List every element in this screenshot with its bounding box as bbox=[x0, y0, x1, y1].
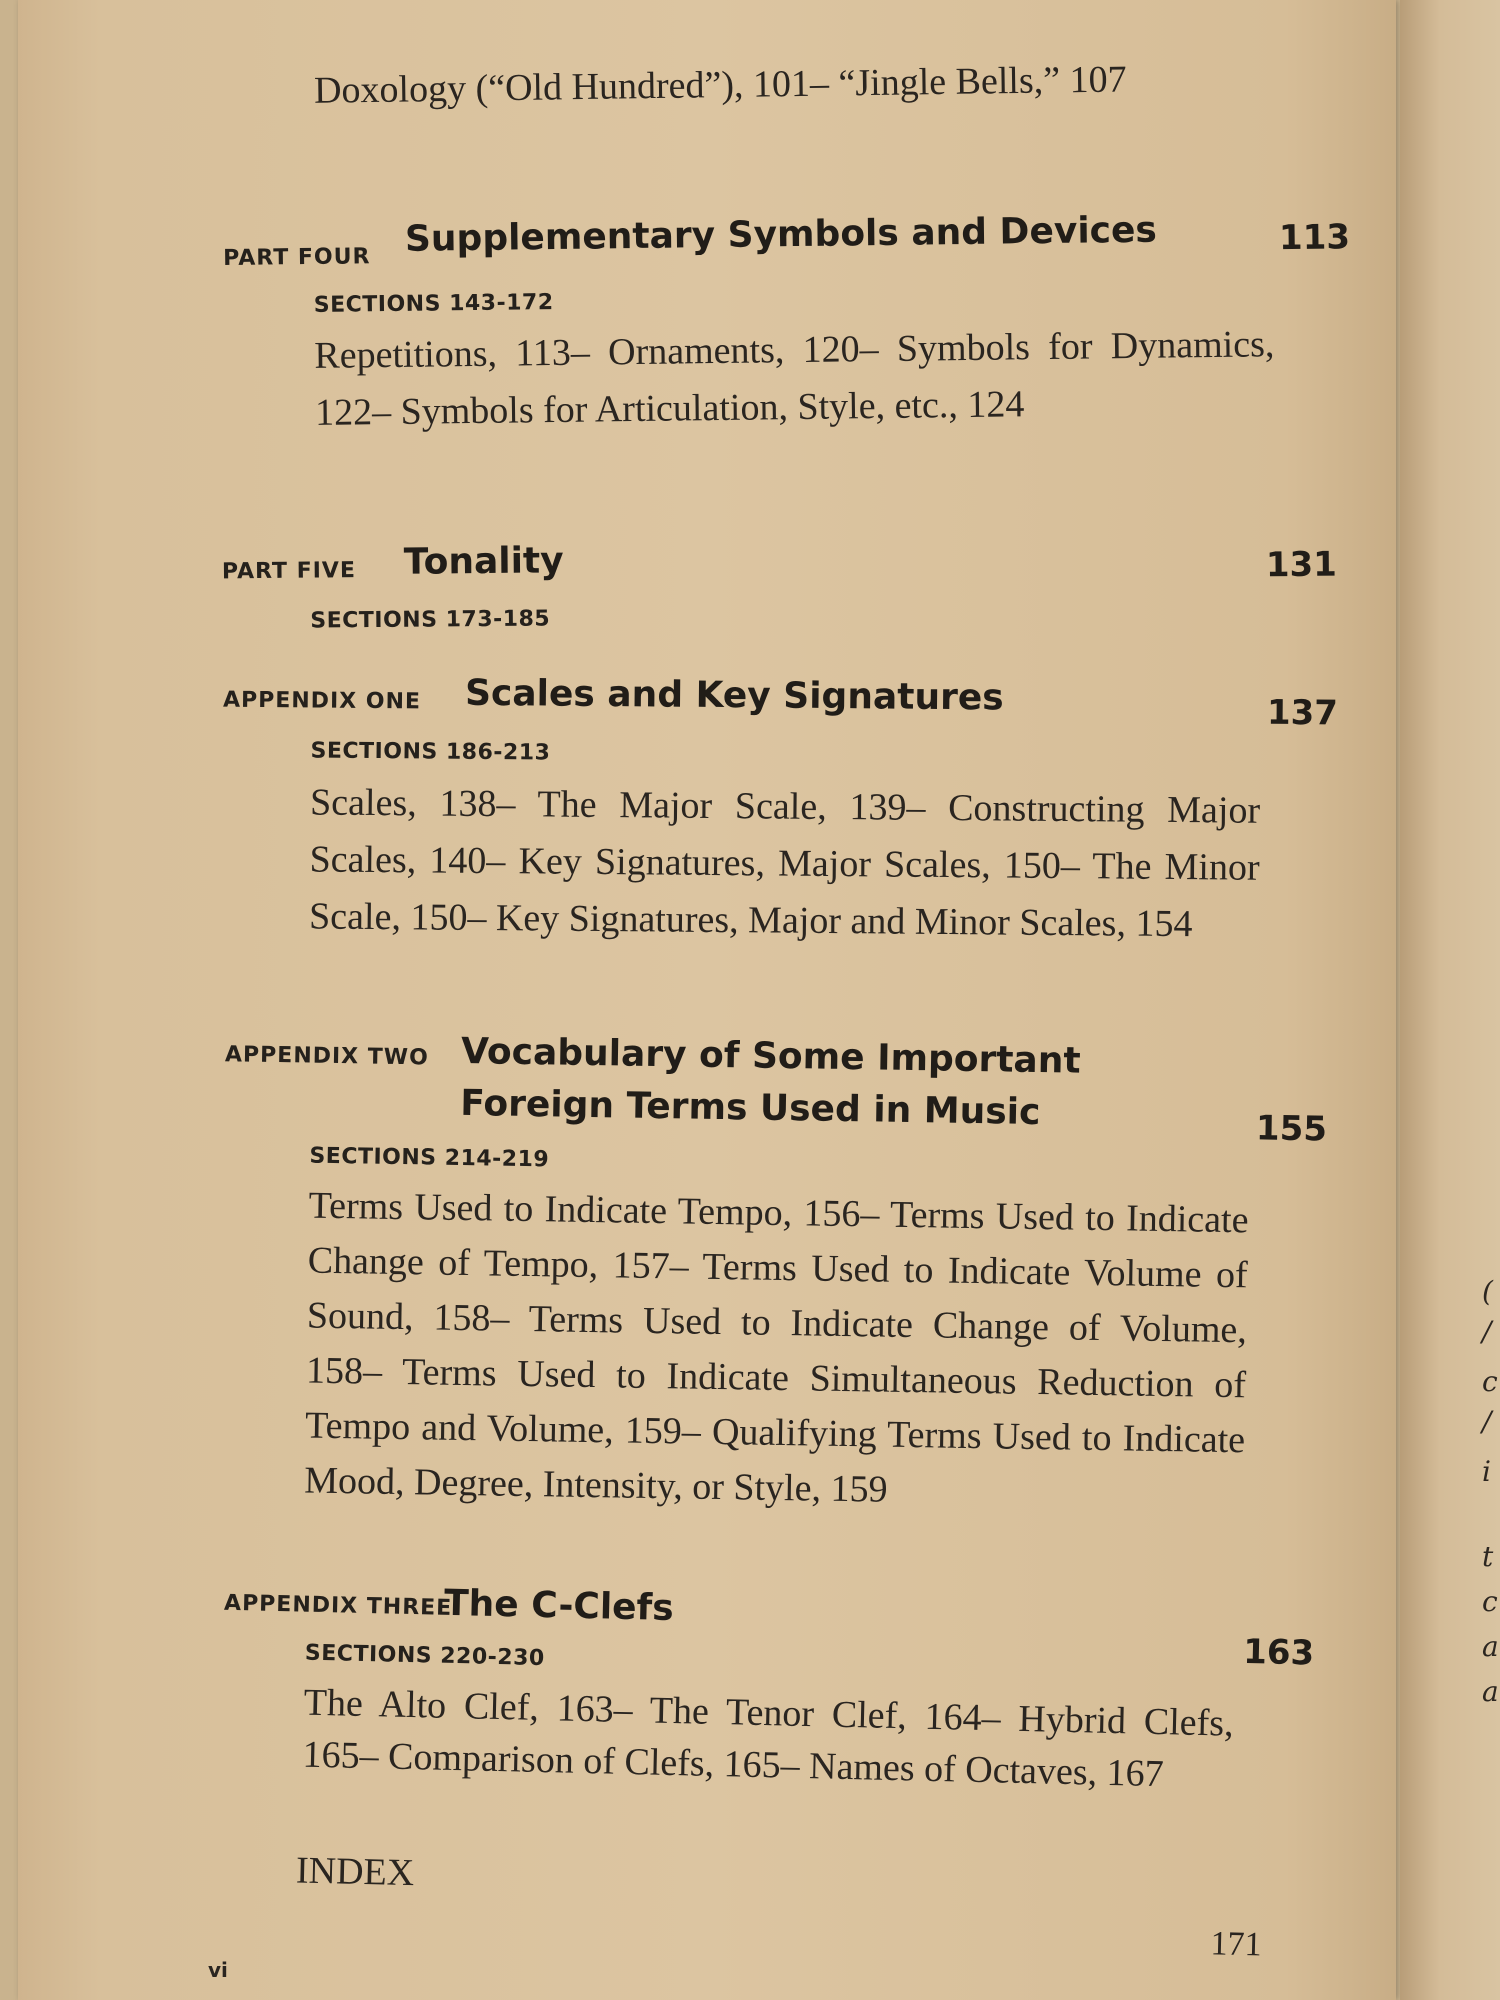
appendix-three-page-number: 163 bbox=[1242, 1631, 1315, 1674]
part-four-label: PART FOUR bbox=[223, 244, 371, 272]
appendix-three-sections: SECTIONS 220-230 bbox=[304, 1640, 545, 1672]
appendix-one-sections: SECTIONS 186-213 bbox=[310, 738, 551, 766]
facing-page-fragment: i bbox=[1482, 1455, 1491, 1488]
intro-entry-text: Doxology (“Old Hundred”), 101– “Jingle Bells,” 107 bbox=[313, 58, 1127, 112]
part-five-title: Tonality bbox=[403, 540, 564, 583]
appendix-one-title: Scales and Key Signatures bbox=[464, 672, 1004, 719]
appendix-three-label: APPENDIX THREE bbox=[223, 1590, 453, 1621]
part-four-sections: SECTIONS 143-172 bbox=[313, 290, 554, 318]
appendix-two-page-number: 155 bbox=[1255, 1108, 1328, 1150]
part-five-sections: SECTIONS 173-185 bbox=[310, 606, 551, 634]
appendix-three-contents: The Alto Clef, 163– The Tenor Clef, 164– Hybrid Clefs, 165– Comparison of Clefs, 165– Names of Octaves, 167 bbox=[302, 1681, 1235, 1796]
part-four-title: Supplementary Symbols and Devices bbox=[404, 209, 1158, 260]
appendix-two-title-line-2: Foreign Terms Used in Music bbox=[459, 1082, 1041, 1134]
appendix-one-label: APPENDIX ONE bbox=[222, 687, 422, 715]
facing-page-fragment: / bbox=[1482, 1405, 1492, 1438]
facing-page-fragment: t bbox=[1482, 1540, 1494, 1573]
toc-entry-appendix-three bbox=[18, 0, 1396, 2000]
appendix-two-title-line-1: Vocabulary of Some Important bbox=[460, 1030, 1081, 1082]
index-label: INDEX bbox=[295, 1849, 415, 1895]
facing-page-edge bbox=[1400, 0, 1500, 2000]
table-of-contents bbox=[18, 0, 1396, 2000]
facing-page-fragment: c bbox=[1482, 1585, 1498, 1618]
appendix-one-page-number: 137 bbox=[1266, 692, 1339, 734]
part-four-page-number: 113 bbox=[1278, 217, 1351, 259]
facing-page-fragment: / bbox=[1482, 1315, 1492, 1348]
facing-page-fragment: ( bbox=[1482, 1275, 1493, 1308]
appendix-three-title: The C-Clefs bbox=[443, 1582, 675, 1629]
facing-page-fragment: c bbox=[1482, 1365, 1498, 1398]
part-five-label: PART FIVE bbox=[221, 558, 357, 585]
appendix-one-contents: Scales, 138– The Major Scale, 139– Constructing Major Scales, 140– Key Signatures, Major Scales, 150– The Minor Scale, 150– Key Signatures, Major and Minor Scales, 154 bbox=[308, 781, 1261, 946]
facing-page-fragment: a bbox=[1482, 1630, 1499, 1663]
part-five-page-number: 131 bbox=[1265, 544, 1338, 586]
page-folio: vi bbox=[208, 1958, 228, 1982]
index-page-number: 171 bbox=[1210, 1925, 1263, 1964]
appendix-two-sections: SECTIONS 214-219 bbox=[309, 1143, 550, 1173]
appendix-two-contents: Terms Used to Indicate Tempo, 156– Terms Used to Indicate Change of Tempo, 157– Terms Used to Indicate Volume of Sound, 158– Terms Used to Indicate Change of Volume, 158– Terms Used to Indicate Simultaneous Reduction of Tempo and Volume, 159– Qualifying Terms Used to Indicate Mood, Degree, Intensity, or Style, 159 bbox=[303, 1184, 1249, 1511]
part-four-contents: Repetitions, 113– Ornaments, 120– Symbols for Dynamics, 122– Symbols for Articulation, Style, etc., 124 bbox=[314, 323, 1275, 434]
appendix-two-label: APPENDIX TWO bbox=[224, 1042, 429, 1071]
book-page bbox=[18, 0, 1396, 2000]
facing-page-fragment: a bbox=[1482, 1675, 1499, 1708]
